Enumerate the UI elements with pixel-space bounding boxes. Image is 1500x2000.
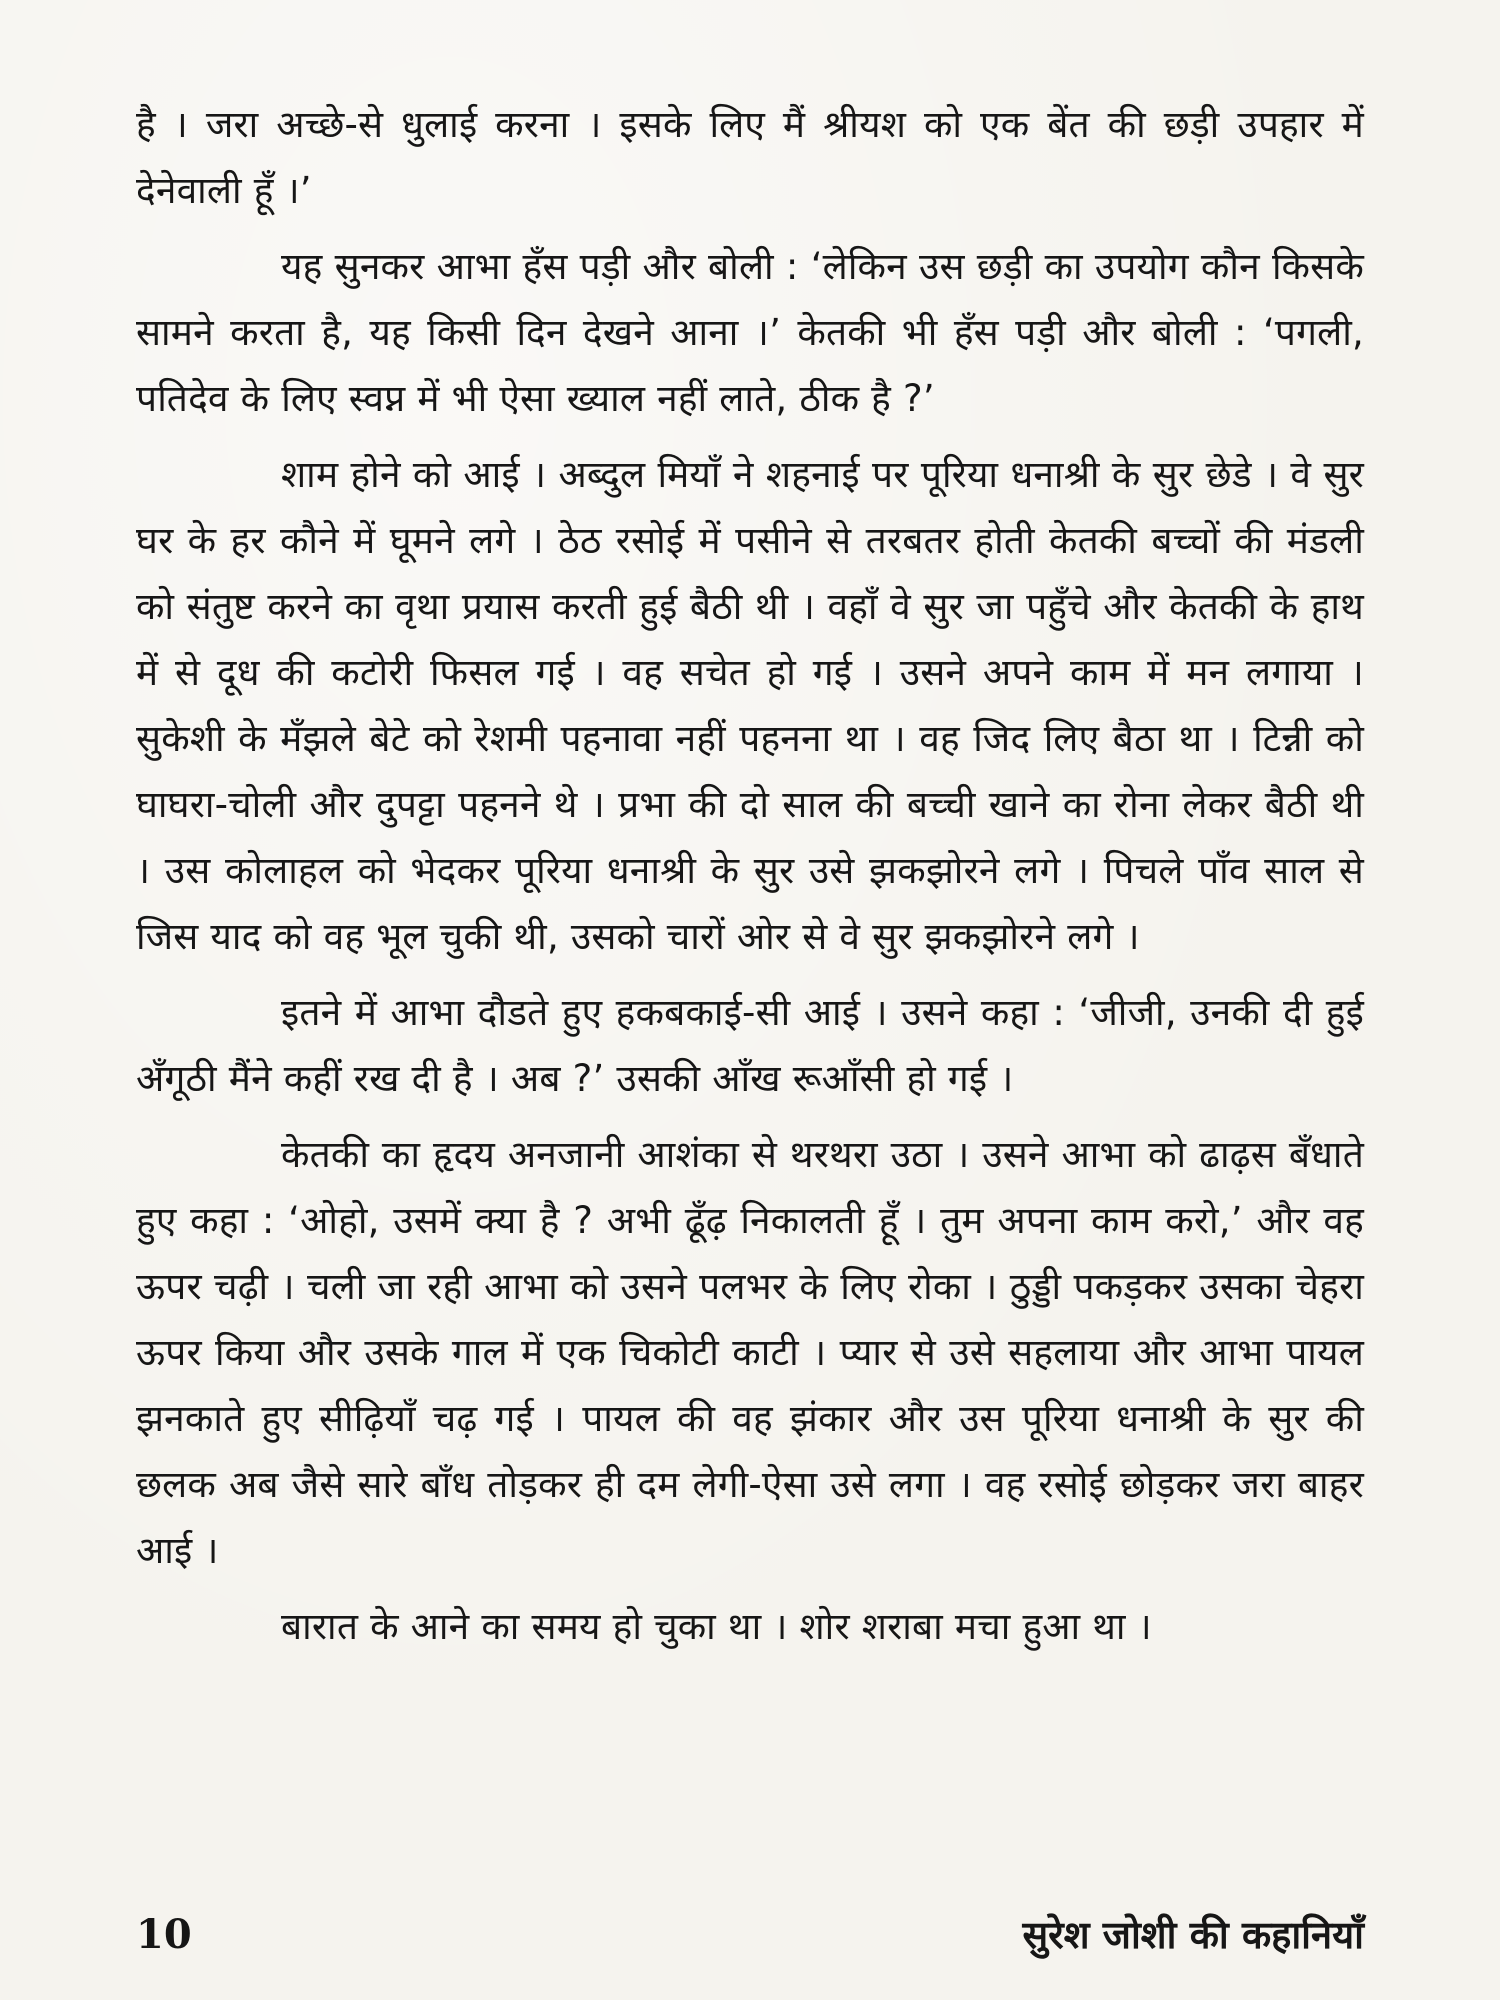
paragraph: इतने में आभा दौडते हुए हकबकाई-सी आई । उसने कहा : ‘जीजी, उनकी दी हुई अँगूठी मैंने कहीं रख दी है । अब ?’ उसकी आँख रूआँसी हो गई ।	[136, 991, 1364, 1100]
paragraph: यह सुनकर आभा हँस पड़ी और बोली : ‘लेकिन उस छड़ी का उपयोग कौन किसके सामने करता है, यह किसी दिन देखने आना ।’ केतकी भी हँस पड़ी और बोली : ‘पगली, पतिदेव के लिए स्वप्न में भी ऐसा ख्याल नहीं लाते, ठीक है ?’	[136, 245, 1364, 420]
paragraph-continued: है । जरा अच्छे-से धुलाई करना । इसके लिए मैं श्रीयश को एक बेंत की छड़ी उपहार में देनेवाली हूँ ।’	[136, 103, 1364, 212]
paragraph: बारात के आने का समय हो चुका था । शोर शराबा मचा हुआ था ।	[281, 1605, 1152, 1648]
page-number: 10	[136, 1911, 192, 1958]
paragraph: केतकी का हृदय अनजानी आशंका से थरथरा उठा । उसने आभा को ढाढ़स बँधाते हुए कहा : ‘ओहो, उसमें क्या है ? अभी ढूँढ़ निकालती हूँ । तुम अपना काम करो,’ और वह ऊपर चढ़ी । चली जा रही आभा को उसने पलभर के लिए रोका । ठुड्डी पकड़कर उसका चेहरा ऊपर किया और उसके गाल में एक चिकोटी काटी । प्यार से उसे सहलाया और आभा पायल झनकाते हुए सीढ़ियाँ चढ़ गई । पायल की वह झंकार और उस पूरिया धनाश्री के सुर की छलक अब जैसे सारे बाँध तोड़कर ही दम लेगी-ऐसा उसे लगा । वह रसोई छोड़कर जरा बाहर आई ।	[136, 1133, 1364, 1572]
running-book-title: सुरेश जोशी की कहानियाँ	[1022, 1913, 1364, 1957]
paragraph: शाम होने को आई । अब्दुल मियाँ ने शहनाई पर पूरिया धनाश्री के सुर छेडे । वे सुर घर के हर कौने में घूमने लगे । ठेठ रसोई में पसीने से तरबतर होती केतकी बच्चों की मंडली को संतुष्ट करने का वृथा प्रयास करती हुई बैठी थी । वहाँ वे सुर जा पहुँचे और केतकी के हाथ में से दूध की कटोरी फिसल गई । वह सचेत हो गई । उसने अपने काम में मन लगाया । सुकेशी के मँझले बेटे को रेशमी पहनावा नहीं पहनना था । वह जिद लिए बैठा था । टिन्नी को घाघरा-चोली और दुपट्टा पहनने थे । प्रभा की दो साल की बच्ची खाने का रोना लेकर बैठी थी । उस कोलाहल को भेदकर पूरिया धनाश्री के सुर उसे झकझोरने लगे । पिचले पाँव साल से जिस याद को वह भूल चुकी थी, उसको चारों ओर से वे सुर झकझोरने लगे ।	[136, 453, 1364, 958]
body-text	[136, 92, 1364, 1660]
page-footer	[136, 1905, 1364, 1965]
